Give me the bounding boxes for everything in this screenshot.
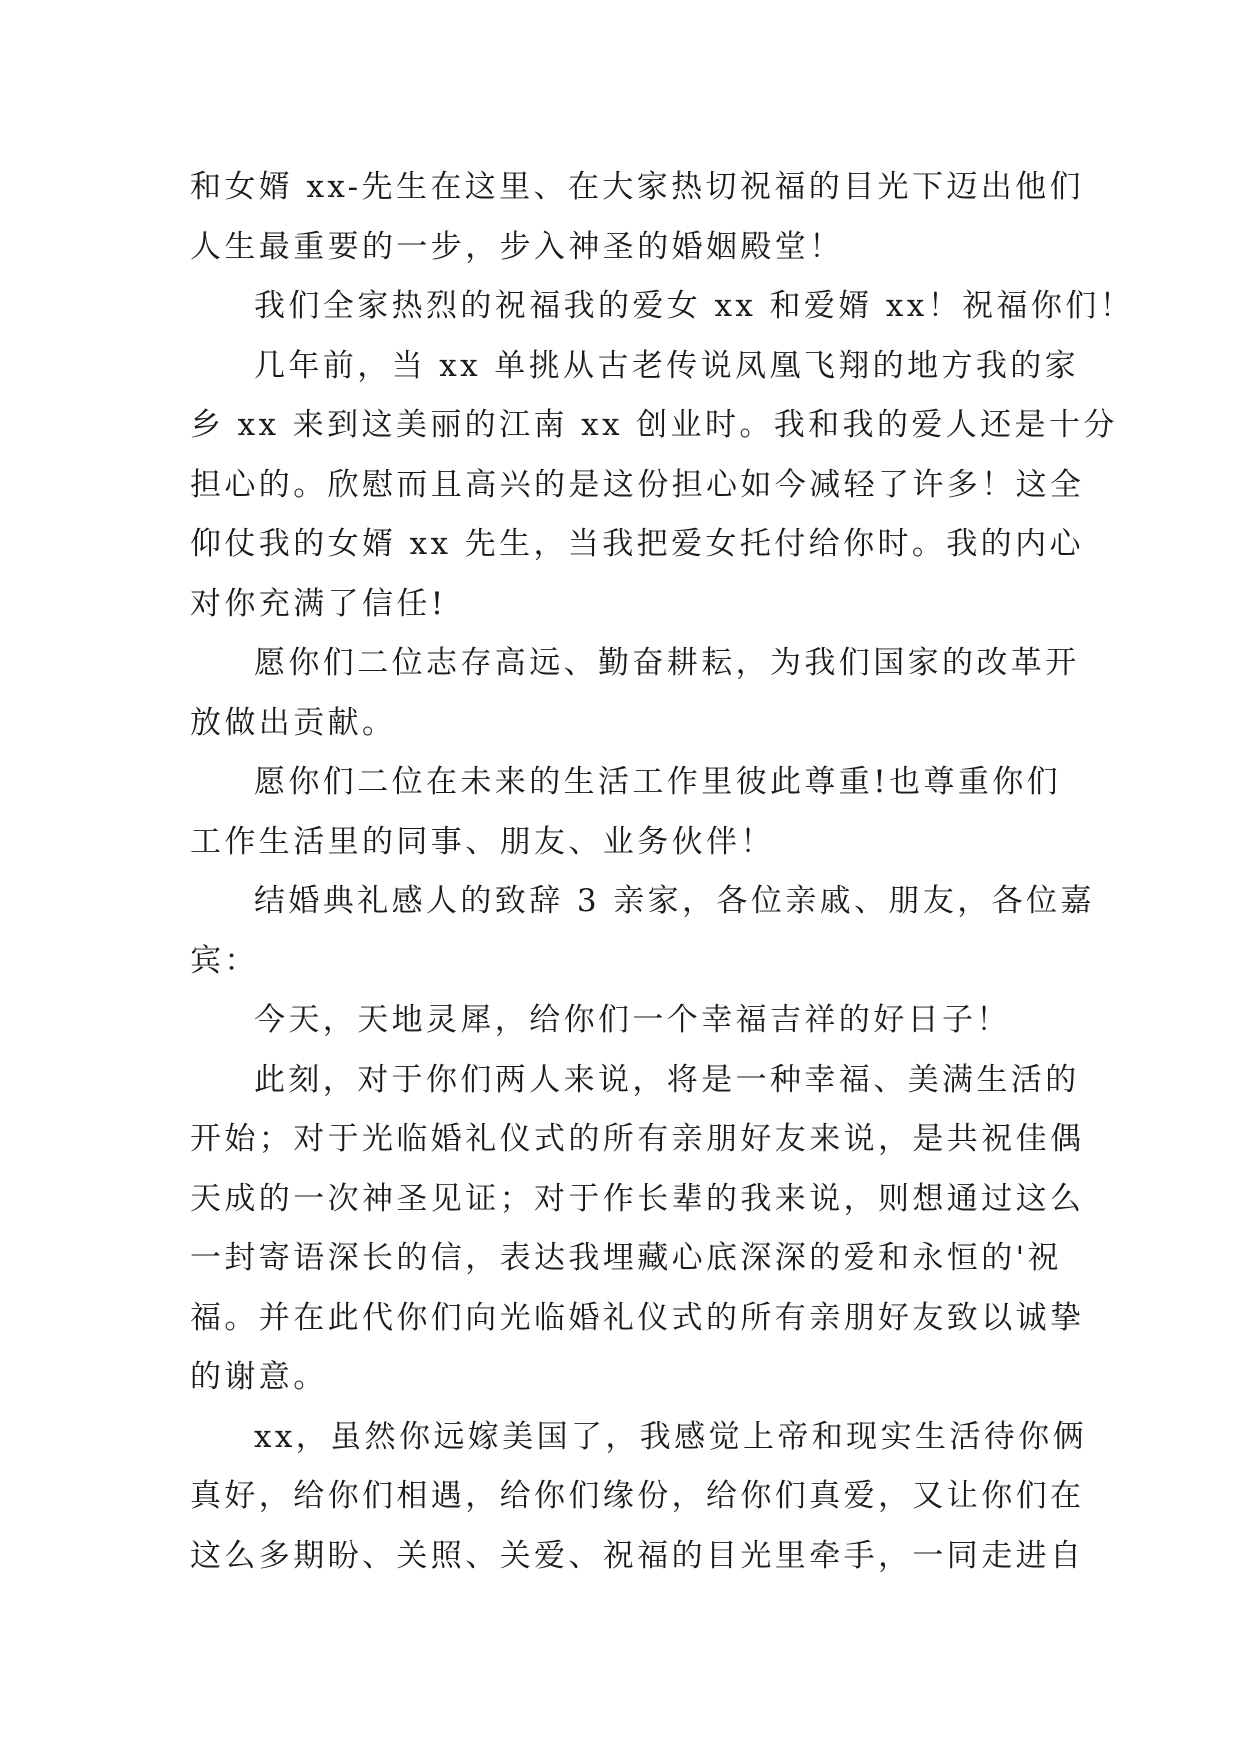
text-line: xx，虽然你远嫁美国了，我感觉上帝和现实生活待你俩 xyxy=(254,1418,1087,1455)
text-line: 对你充满了信任! xyxy=(190,585,447,622)
text-line: 工作生活里的同事、朋友、业务伙伴！ xyxy=(190,823,775,860)
text-line: 真好，给你们相遇，给你们缘份，给你们真爱，又让你们在 xyxy=(190,1478,1085,1514)
text-line: 放做出贡献。 xyxy=(190,704,397,741)
text-line: 乡 xx 来到这美丽的江南 xx 创业时。我和我的爱人还是十分 xyxy=(190,407,1118,443)
text-line: 开始；对于光临婚礼仪式的所有亲朋好友来说，是共祝佳偶 xyxy=(190,1121,1085,1157)
text-line: 今天，天地灵犀，给你们一个幸福吉祥的好日子！ xyxy=(254,1002,1011,1038)
text-line: 一封寄语深长的信，表达我埋藏心底深深的爱和永恒的'祝 xyxy=(190,1240,1062,1276)
body-text xyxy=(190,158,1135,1586)
text-line: 天成的一次神圣见证；对于作长辈的我来说，则想通过这么 xyxy=(190,1180,1085,1217)
text-line: 担心的。欣慰而且高兴的是这份担心如今减轻了许多！这全 xyxy=(190,466,1085,503)
text-line: 仰仗我的女婿 xx 先生，当我把爱女托付给你时。我的内心 xyxy=(190,526,1084,562)
text-line: 人生最重要的一步，步入神圣的婚姻殿堂！ xyxy=(190,228,844,265)
text-line: 我们全家热烈的祝福我的爱女 xx 和爱婿 xx！祝福你们！ xyxy=(254,288,1135,324)
text-line: 愿你们二位志存高远、勤奋耕耘，为我们国家的改革开 xyxy=(254,645,1080,681)
text-line: 结婚典礼感人的致辞 3 亲家，各位亲戚、朋友，各位嘉 xyxy=(254,883,1095,919)
text-line: 的谢意。 xyxy=(190,1359,328,1395)
text-line: 愿你们二位在未来的生活工作里彼此尊重!也尊重你们 xyxy=(254,764,1062,800)
text-line: 这么多期盼、关照、关爱、祝福的目光里牵手，一同走进自 xyxy=(190,1537,1085,1574)
text-line: 福。并在此代你们向光临婚礼仪式的所有亲朋好友致以诚挚 xyxy=(190,1299,1085,1336)
text-line: 几年前，当 xx 单挑从古老传说凤凰飞翔的地方我的家 xyxy=(254,347,1080,384)
text-line: 宾： xyxy=(190,942,259,979)
text-line: 此刻，对于你们两人来说，将是一种幸福、美满生活的 xyxy=(254,1061,1080,1098)
text-line: 和女婿 xx-先生在这里、在大家热切祝福的目光下迈出他们 xyxy=(190,169,1084,205)
